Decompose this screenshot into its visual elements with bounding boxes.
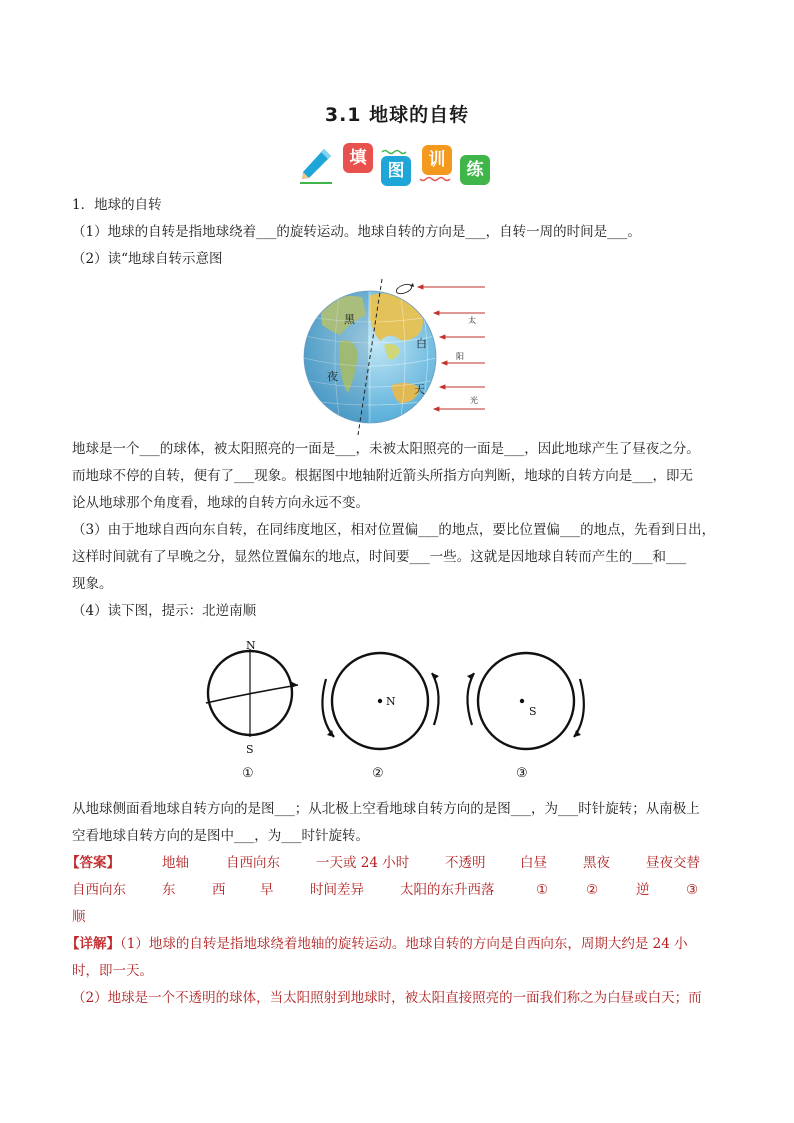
- answer-item: 太阳的东升西落: [400, 882, 495, 898]
- diagram-number-2: ②: [372, 766, 384, 781]
- q1-part2-line1: 地球是一个___的球体，被太阳照亮的一面是___，未被太阳照亮的一面是___，因此地球产生了昼夜之分。: [72, 441, 700, 457]
- answer-item: 西: [212, 882, 226, 898]
- answer-item: 白昼: [520, 855, 547, 871]
- detail-line-1: [66, 931, 688, 958]
- answer-item: ②: [586, 882, 599, 898]
- answer-item: ①: [536, 882, 549, 898]
- answer-item: 黑夜: [583, 855, 610, 871]
- q1-part2: （2）读“地球自转示意图: [72, 251, 223, 267]
- q1-part4-line1: 从地球侧面看地球自转方向的是图___；从北极上空看地球自转方向的是图___，为___时针旋转；从南极上: [72, 801, 700, 817]
- detail-label: 【详解】: [66, 936, 120, 952]
- q1-part3-line3: 现象。: [72, 576, 113, 592]
- q1-part4-prompt: （4）读下图，提示：北逆南顺: [72, 603, 257, 619]
- diagram-south-label: S: [246, 743, 254, 756]
- answer-row-3: 顺: [72, 909, 86, 925]
- answer-item: 自西向东: [72, 882, 126, 898]
- section-banner: [298, 143, 498, 191]
- wave-decoration: [298, 143, 498, 191]
- answer-label: 【答案】: [66, 855, 120, 871]
- diagram-number-1: ①: [242, 766, 254, 781]
- answer-item: 早: [260, 882, 274, 898]
- answer-item: 一天或 24 小时: [316, 855, 410, 871]
- page-title: 3.1 地球的自转: [324, 104, 470, 126]
- banner-tile-2: 图: [381, 156, 411, 186]
- rotation-diagrams: [200, 635, 600, 785]
- sun-label-1: 太: [468, 316, 476, 325]
- diagram-number-3: ③: [516, 766, 528, 781]
- banner-tile-3: 训: [422, 145, 452, 175]
- q1-part3-line2: 这样时间就有了早晚之分，显然位置偏东的地点，时间要___一些。这就是因地球自转而产生的___和___: [72, 549, 687, 565]
- globe-label-night-1: 黑: [344, 313, 355, 326]
- detail-text: （1）地球的自转是指地球绕着地轴的旋转运动。地球自转的方向是自西向东，周期大约是 24 小: [120, 936, 688, 952]
- diagram-north-label: N: [246, 639, 256, 652]
- answer-item: 昼夜交替: [646, 855, 700, 871]
- answer-item: 不透明: [445, 855, 486, 871]
- answer-item: ③: [686, 882, 699, 898]
- answer-row-1: [0, 850, 794, 877]
- q1-part4-line2: 空看地球自转方向的是图中___，为___时针旋转。: [72, 828, 369, 844]
- detail-line-2: 时，即一天。: [72, 963, 153, 979]
- answer-item: 时间差异: [310, 882, 364, 898]
- banner-tile-4: 练: [460, 155, 490, 185]
- answer-item: 东: [162, 882, 176, 898]
- answer-item: 逆: [636, 882, 650, 898]
- answer-item: 自西向东: [226, 855, 280, 871]
- globe-label-night-2: 夜: [327, 370, 338, 383]
- sun-label-3: 光: [470, 396, 478, 405]
- diagram-side-view: [206, 639, 298, 781]
- q1-heading: 1．地球的自转: [72, 197, 162, 213]
- sun-label-2: 阳: [456, 352, 464, 361]
- answer-row-2: [0, 877, 794, 904]
- earth-rotation-diagram: [300, 275, 490, 435]
- diagram-south-pole-view: [467, 653, 584, 781]
- detail-line-3: （2）地球是一个不透明的球体，当太阳照射到地球时，被太阳直接照亮的一面我们称之为白昼或白天；而: [72, 990, 702, 1006]
- answer-item: 地轴: [162, 855, 189, 871]
- q1-part3-line1: （3）由于地球自西向东自转，在同纬度地区，相对位置偏___的地点，要比位置偏___的地点，先看到日出，: [72, 522, 716, 538]
- q1-part2-line3: 论从地球那个角度看，地球的自转方向永远不变。: [72, 495, 369, 511]
- globe-label-day-1: 白: [416, 337, 427, 350]
- q1-part1: （1）地球的自转是指地球绕着___的旋转运动。地球自转的方向是___，自转一周的时间是___。: [72, 224, 641, 240]
- q1-part2-line2: 而地球不停的自转，便有了___现象。根据图中地轴附近箭头所指方向判断，地球的自转方向是___，即无: [72, 468, 693, 484]
- globe-label-day-2: 天: [414, 383, 425, 396]
- diagram-center-south: S: [529, 705, 537, 718]
- diagram-center-north: N: [386, 695, 396, 708]
- banner-tile-1: 填: [343, 143, 373, 173]
- diagram-north-pole-view: [322, 653, 439, 781]
